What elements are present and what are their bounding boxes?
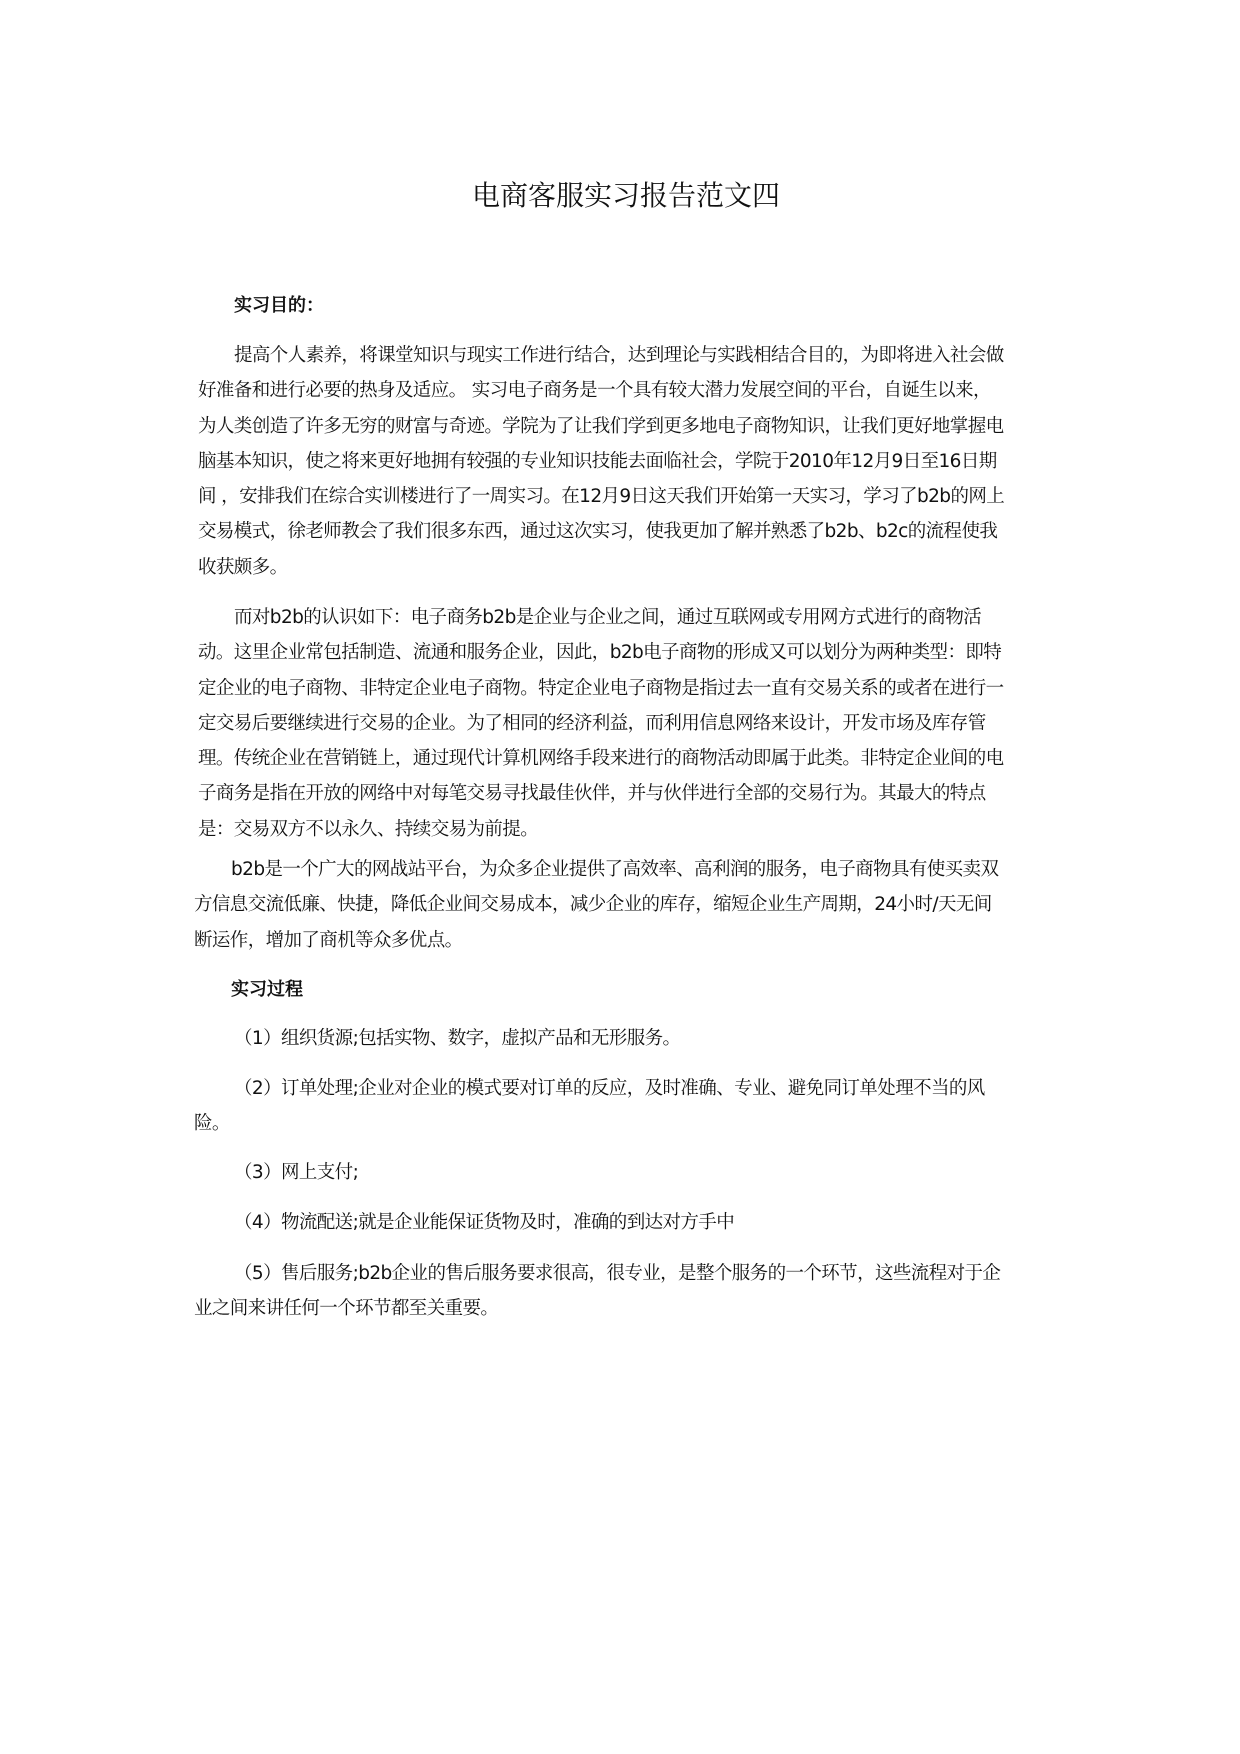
list-item (194, 1256, 1000, 1327)
text-line: 定企业的电子商物、非特定企业电子商物。特定企业电子商物是指过去一直有交易关系的或者在进行一 (198, 677, 1004, 699)
document-title: 电商客服实习报告范文四 (471, 179, 780, 212)
text-line: （1）组织货源;包括实物、数字，虚拟产品和无形服务。 (234, 1028, 681, 1049)
text-line: 理。传统企业在营销链上，通过现代计算机网络手段来进行的商物活动即属于此类。非特定企业间的电 (198, 748, 1004, 770)
text-line: 而对b2b的认识如下：电子商务b2b是企业与企业之间，通过互联网或专用网方式进行的商物活 (234, 607, 982, 628)
text-line: （4）物流配送;就是企业能保证货物及时，准确的到达对方手中 (234, 1212, 735, 1233)
text-line: 为人类创造了许多无穷的财富与奇迹。学院为了让我们学到更多地电子商物知识，让我们更好地掌握电 (198, 415, 1004, 437)
section-heading-process: 实习过程 (231, 979, 303, 1000)
text-line: 定交易后要继续进行交易的企业。为了相同的经济利益，而利用信息网络来设计，开发市场及库存管 (198, 712, 986, 734)
text-line: （5）售后服务;b2b企业的售后服务要求很高，很专业，是整个服务的一个环节，这些流程对于企 (234, 1263, 1001, 1284)
text-line: 交易模式，徐老师教会了我们很多东西，通过这次实习，使我更加了解并熟悉了b2b、b2c的流程使我 (198, 521, 998, 543)
text-line: 好准备和进行必要的热身及适应。 实习电子商务是一个具有较大潜力发展空间的平台，自诞生以来， (198, 380, 991, 402)
text-line: 脑基本知识，使之将来更好地拥有较强的专业知识技能去面临社会，学院于2010年12月9日至16日期 (198, 450, 997, 472)
text-line: 间 ，安排我们在综合实训楼进行了一周实习。在12月9日这天我们开始第一天实习，学习了b2b的网上 (198, 486, 1005, 508)
section-heading-purpose: 实习目的： (234, 295, 324, 316)
paragraph-3 (194, 852, 998, 958)
text-line: （3）网上支付; (234, 1162, 359, 1183)
list-item (194, 1205, 734, 1240)
text-line: 收获颇多。 (198, 556, 288, 578)
text-line: 动。这里企业常包括制造、流通和服务企业，因此，b2b电子商物的形成又可以划分为两种类型：即特 (198, 642, 1002, 664)
text-line: b2b是一个广大的网战站平台，为众多企业提供了高效率、高利润的服务，电子商物具有使买卖双 (231, 859, 999, 880)
list-item (194, 1155, 358, 1190)
text-line: 提高个人素养，将课堂知识与现实工作进行结合，达到理论与实践相结合目的，为即将进入社会做 (234, 345, 1004, 366)
paragraph-2 (198, 600, 1004, 847)
text-line: 方信息交流低廉、快捷，降低企业间交易成本，减少企业的库存，缩短企业生产周期，24小时/天无间 (194, 894, 992, 916)
list-item (194, 1071, 985, 1142)
text-line: （2）订单处理;企业对企业的模式要对订单的反应，及时准确、专业、避免同订单处理不当的风 (234, 1078, 985, 1099)
text-line: 险。 (194, 1113, 230, 1135)
text-line: 断运作，增加了商机等众多优点。 (194, 929, 463, 951)
paragraph-1 (198, 338, 1004, 585)
text-line: 子商务是指在开放的网络中对每笔交易寻找最佳伙伴，并与伙伴进行全部的交易行为。其最大的特点 (198, 783, 986, 805)
list-item (194, 1021, 680, 1056)
text-line: 是：交易双方不以永久、持续交易为前提。 (198, 818, 539, 840)
text-line: 业之间来讲任何一个环节都至关重要。 (194, 1298, 499, 1320)
